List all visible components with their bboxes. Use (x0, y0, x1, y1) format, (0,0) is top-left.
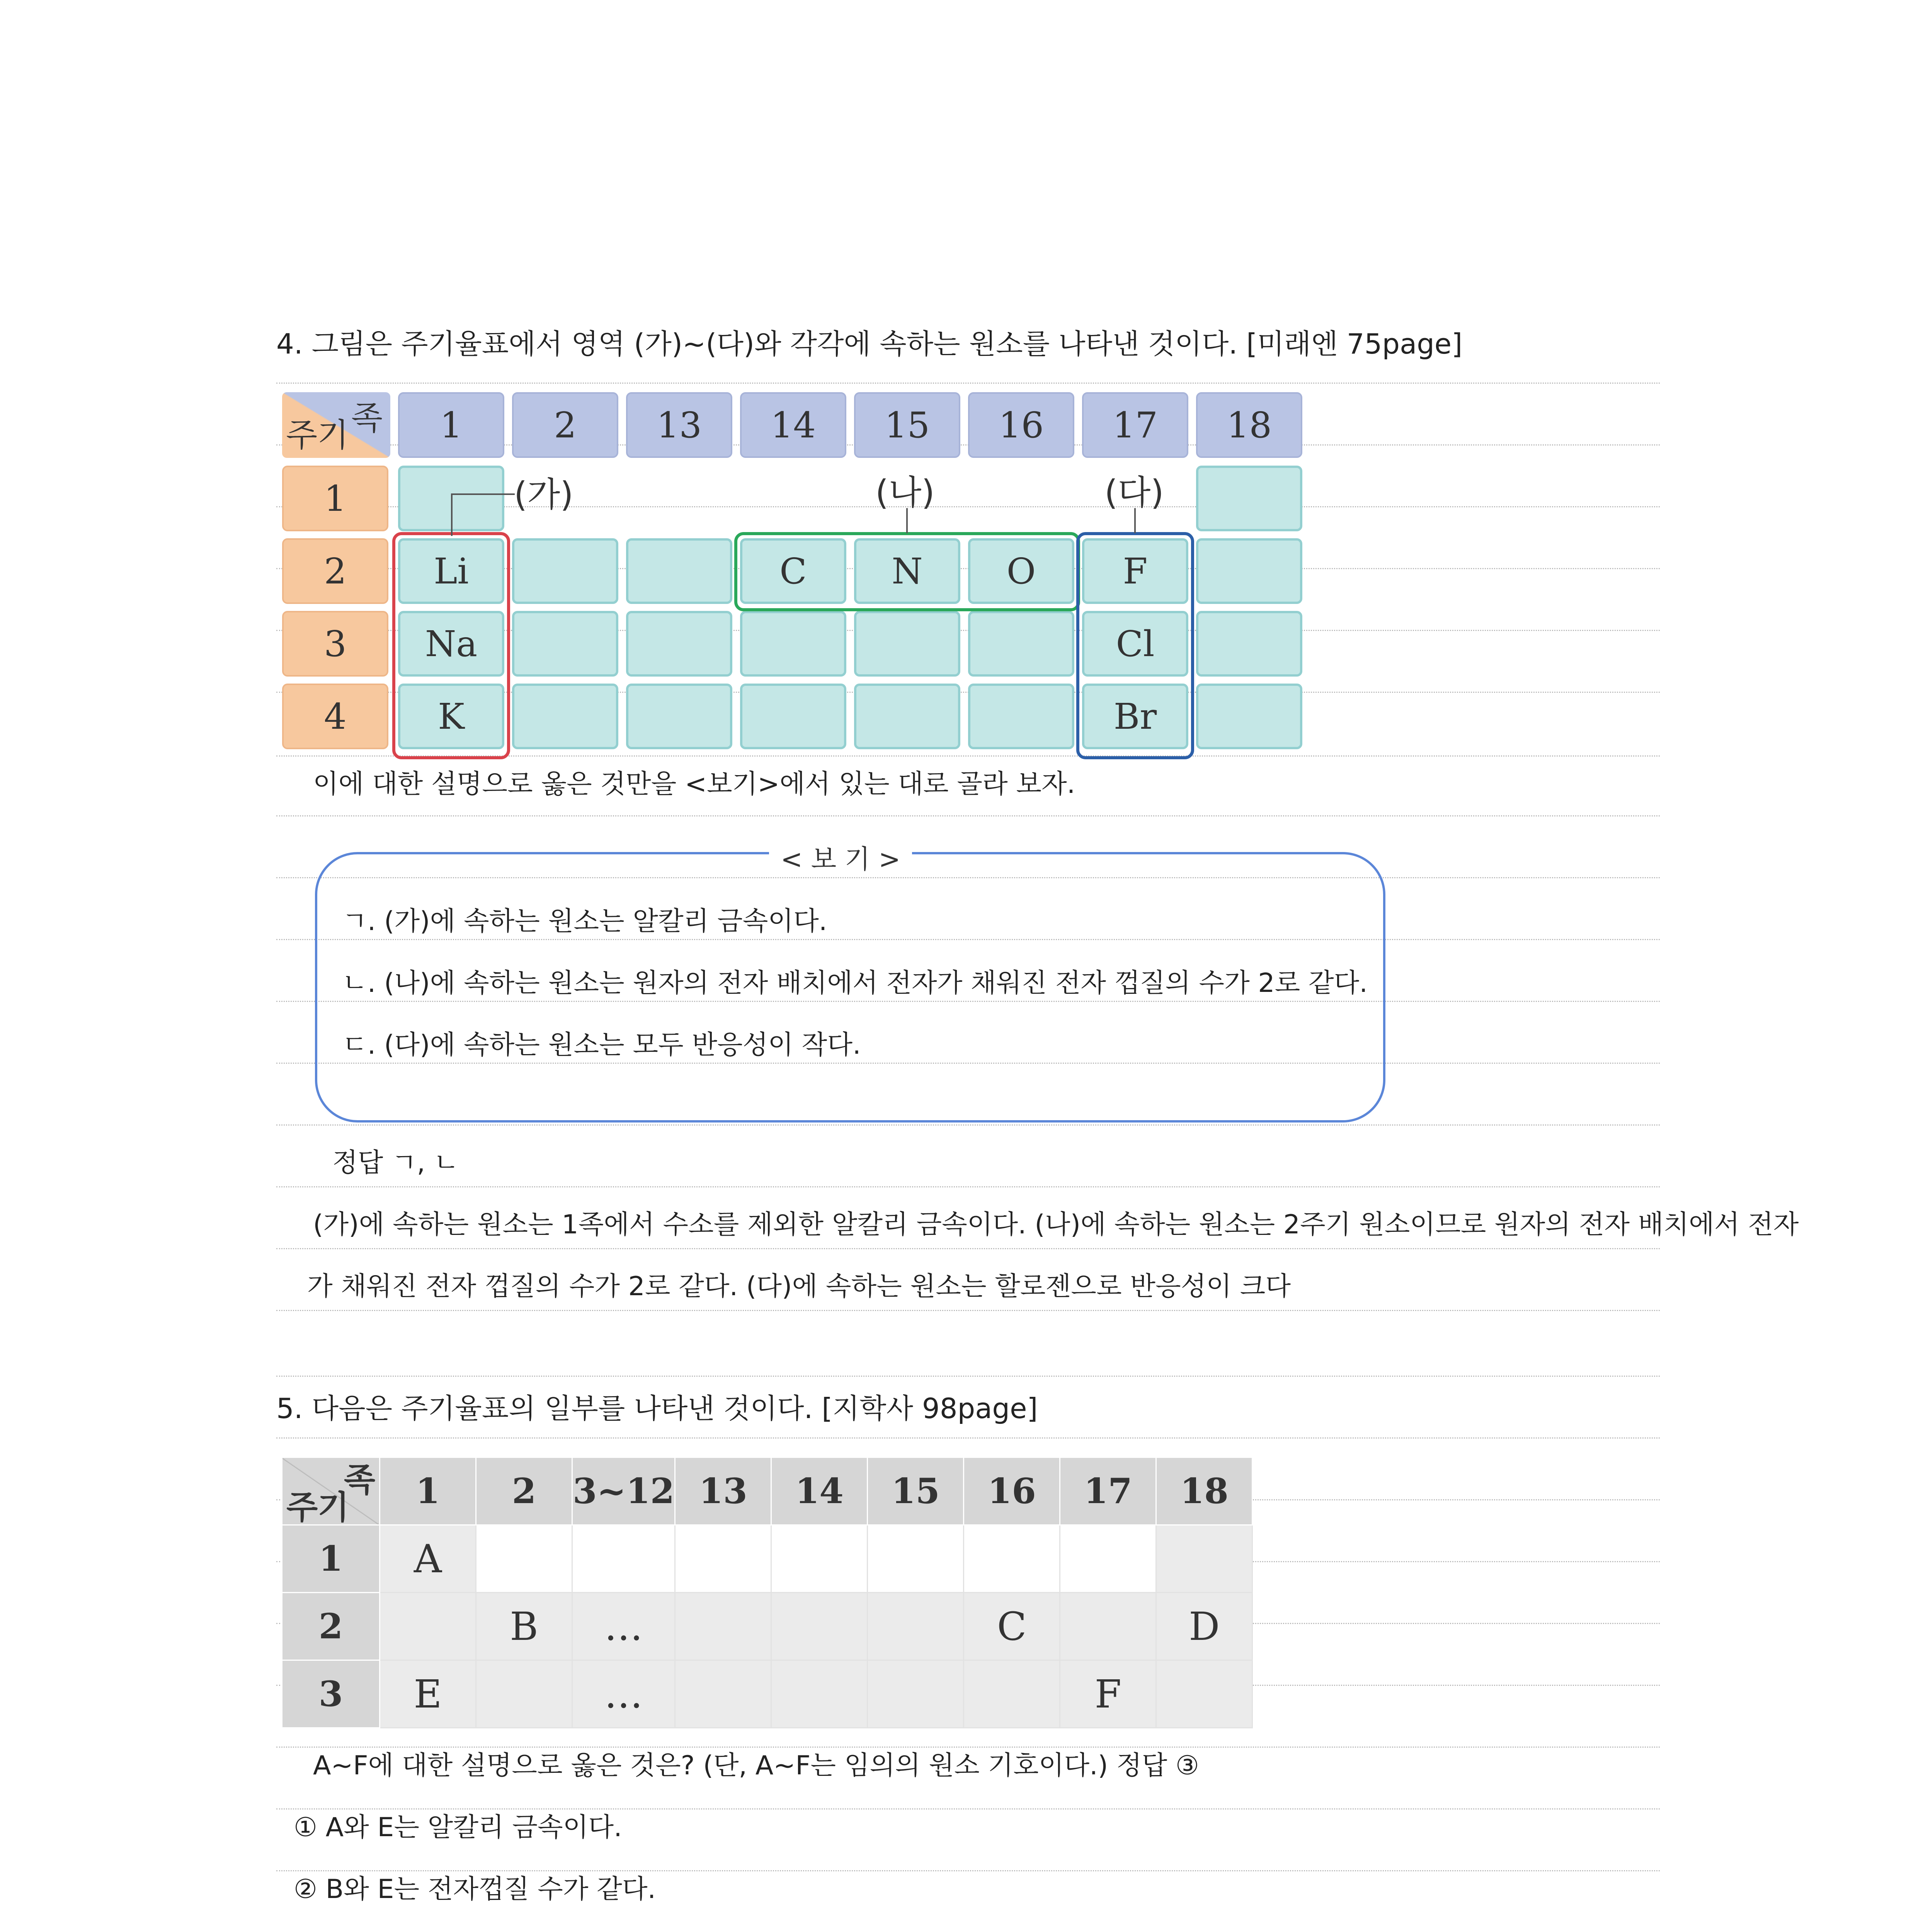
period-header: 2 (282, 1593, 380, 1660)
element-cell (1060, 1525, 1156, 1593)
element-cell (626, 538, 732, 604)
element-cell (626, 611, 732, 677)
period-header: 4 (282, 684, 388, 749)
region-label-ga: (가) (514, 474, 573, 514)
element-cell (854, 611, 960, 677)
period-header: 3 (282, 1660, 380, 1728)
q4-title: 4. 그림은 주기율표에서 영역 (가)~(다)와 각각에 속하는 원소를 나타낸 것이다. [미래엔 75page] (276, 328, 1463, 360)
q5-choice: ① A와 E는 알칼리 금속이다. (294, 1812, 622, 1843)
element-cell (968, 611, 1074, 677)
element-cell: B (476, 1593, 572, 1660)
period-header: 2 (282, 538, 388, 604)
group-header: 3~12 (572, 1458, 675, 1525)
group-header: 15 (868, 1458, 964, 1525)
group-header: 16 (968, 392, 1074, 458)
element-cell (380, 1593, 476, 1660)
element-cell (675, 1525, 771, 1593)
group-header: 15 (854, 392, 960, 458)
element-cell (868, 1525, 964, 1593)
element-cell (476, 1525, 572, 1593)
element-cell (771, 1525, 868, 1593)
group-header: 2 (512, 392, 618, 458)
element-cell (740, 611, 846, 677)
group-header: 17 (1082, 392, 1188, 458)
element-cell (740, 684, 846, 749)
group-header: 1 (380, 1458, 476, 1525)
region-label-na: (나) (875, 473, 935, 512)
table-corner (282, 392, 390, 458)
element-cell (968, 684, 1074, 749)
group-header: 17 (1060, 1458, 1156, 1525)
element-cell (476, 1660, 572, 1728)
table-corner (282, 1458, 380, 1525)
group-header: 18 (1156, 1458, 1252, 1525)
group-header: 14 (740, 392, 846, 458)
element-cell (572, 1525, 675, 1593)
q4-answer: 정답 ㄱ, ㄴ (332, 1148, 459, 1178)
q5-choice: ② B와 E는 전자껍질 수가 같다. (294, 1874, 656, 1905)
element-cell (675, 1660, 771, 1728)
bogi-item: ㄴ. (나)에 속하는 원소는 원자의 전자 배치에서 전자가 채워진 전자 껍질의 수가 2로 같다. (342, 968, 1368, 998)
element-cell (771, 1660, 868, 1728)
q4-prompt: 이에 대한 설명으로 옳은 것만을 <보기>에서 있는 대로 골라 보자. (313, 769, 1075, 799)
group-header: 2 (476, 1458, 572, 1525)
periodic-table-q4 (282, 392, 1310, 761)
group-header: 13 (675, 1458, 771, 1525)
element-cell (868, 1593, 964, 1660)
corner-group-label: 족 (344, 1461, 375, 1499)
region-da-outline (1076, 532, 1194, 759)
bogi-item: ㄷ. (다)에 속하는 원소는 모두 반응성이 작다. (342, 1030, 861, 1060)
element-cell (512, 538, 618, 604)
period-header: 1 (282, 1525, 380, 1593)
q4-explanation-line: (가)에 속하는 원소는 1족에서 수소를 제외한 알칼리 금속이다. (나)에 속하는 원소는 2주기 원소이므로 원자의 전자 배치에서 전자 (313, 1209, 1799, 1240)
corner-period-label: 주기 (286, 416, 349, 454)
element-cell (1156, 1660, 1252, 1728)
element-cell: … (572, 1660, 675, 1728)
connector-line (451, 493, 515, 495)
element-cell (512, 611, 618, 677)
element-cell (1196, 538, 1302, 604)
element-cell: K (398, 684, 504, 749)
element-cell: E (380, 1660, 476, 1728)
element-cell (1156, 1525, 1252, 1593)
element-cell: F (1082, 538, 1188, 604)
region-ga-outline (392, 532, 510, 759)
element-cell (964, 1525, 1060, 1593)
element-cell (1196, 684, 1302, 749)
element-cell (626, 684, 732, 749)
period-header: 1 (282, 466, 388, 531)
element-cell: D (1156, 1593, 1252, 1660)
element-cell: Br (1082, 684, 1188, 749)
element-cell: N (854, 538, 960, 604)
element-cell (771, 1593, 868, 1660)
group-header: 1 (398, 392, 504, 458)
element-cell (854, 684, 960, 749)
element-cell: F (1060, 1660, 1156, 1728)
q5-prompt: A~F에 대한 설명으로 옳은 것은? (단, A~F는 임의의 원소 기호이다.) 정답 ③ (313, 1750, 1199, 1781)
region-na-outline (734, 532, 1080, 611)
group-header: 16 (964, 1458, 1060, 1525)
group-header: 13 (626, 392, 732, 458)
corner-period-label: 주기 (286, 1488, 349, 1526)
element-cell (1196, 611, 1302, 677)
element-cell (868, 1660, 964, 1728)
element-cell (1060, 1593, 1156, 1660)
element-cell (512, 684, 618, 749)
bogi-title: < 보 기 > (769, 838, 912, 876)
corner-group-label: 족 (351, 399, 383, 437)
element-cell: A (380, 1525, 476, 1593)
element-cell (675, 1593, 771, 1660)
q5-title: 5. 다음은 주기율표의 일부를 나타낸 것이다. [지학사 98page] (276, 1392, 1038, 1425)
element-cell: C (740, 538, 846, 604)
region-label-da: (다) (1104, 473, 1164, 512)
element-cell: C (964, 1593, 1060, 1660)
group-header: 14 (771, 1458, 868, 1525)
element-cell: Li (398, 538, 504, 604)
element-cell: … (572, 1593, 675, 1660)
element-cell (1196, 466, 1302, 531)
element-cell: Cl (1082, 611, 1188, 677)
period-header: 3 (282, 611, 388, 677)
element-cell: O (968, 538, 1074, 604)
element-cell (964, 1660, 1060, 1728)
q4-explanation-line: 가 채워진 전자 껍질의 수가 2로 같다. (다)에 속하는 원소는 할로젠으로 반응성이 크다 (307, 1271, 1291, 1302)
bogi-item: ㄱ. (가)에 속하는 원소는 알칼리 금속이다. (342, 906, 827, 937)
group-header: 18 (1196, 392, 1302, 458)
periodic-table-q5 (281, 1457, 1253, 1728)
connector-line (451, 493, 453, 536)
element-cell: Na (398, 611, 504, 677)
